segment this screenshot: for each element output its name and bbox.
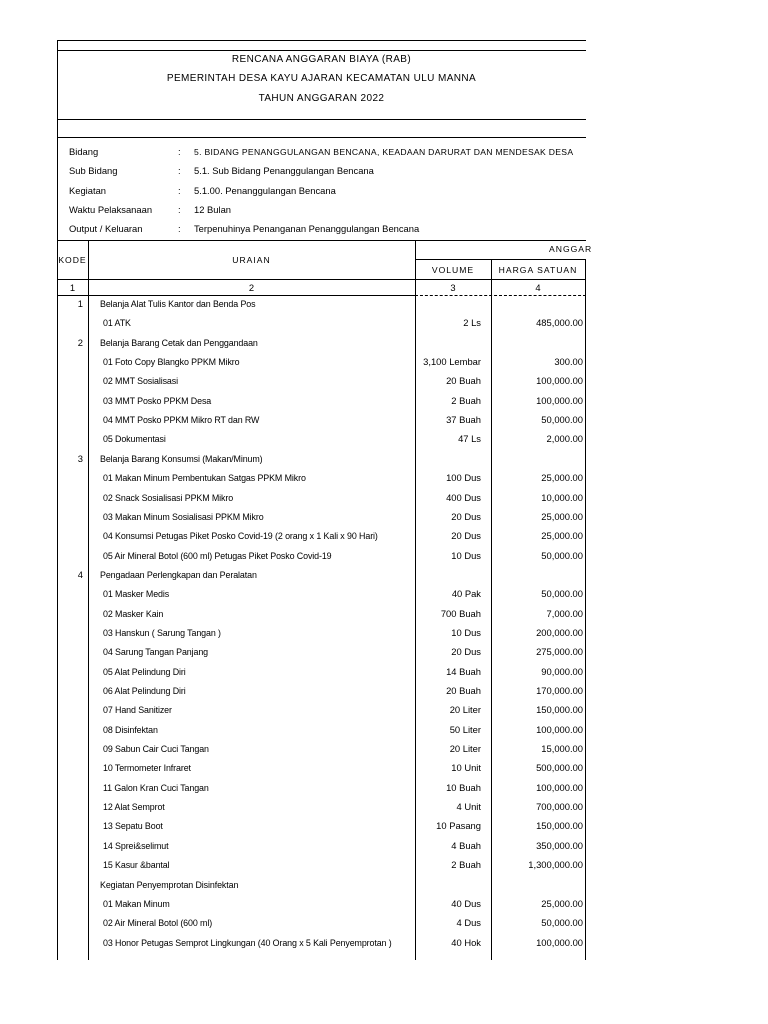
info-value: Terpenuhinya Penanganan Penanggulangan Bencana [194, 223, 420, 235]
row-volume: 10 Pasang [436, 820, 481, 832]
row-volume: 4 Unit [456, 801, 481, 813]
row-volume: 10 Dus [451, 626, 481, 638]
row-uraian: 03 Makan Minum Sosialisasi PPKM Mikro [103, 511, 264, 522]
row-uraian: 02 Masker Kain [103, 608, 164, 619]
row-volume: 10 Buah [446, 781, 481, 793]
row-harga: 2,000.00 [546, 433, 583, 445]
row-volume: 10 Dus [451, 549, 481, 561]
header-bottom-line [57, 279, 586, 280]
row-volume: 20 Dus [451, 646, 481, 658]
row-harga: 90,000.00 [541, 665, 583, 677]
row-harga: 50,000.00 [541, 588, 583, 600]
row-harga: 25,000.00 [541, 897, 583, 909]
doc-subtitle: PEMERINTAH DESA KAYU AJARAN KECAMATAN ULU MANNA [166, 73, 477, 84]
header-kode: KODE [58, 255, 87, 265]
row-volume: 50 Liter [449, 723, 481, 735]
row-uraian: 11 Galon Kran Cuci Tangan [103, 782, 209, 793]
info-label: Waktu Pelaksanaan [69, 203, 153, 215]
row-uraian: 09 Sabun Cair Cuci Tangan [103, 744, 209, 755]
row-uraian: 02 MMT Sosialisasi [103, 376, 178, 387]
row-volume: 47 Ls [458, 433, 481, 445]
table-top-line [57, 240, 586, 241]
top-border-line [57, 40, 586, 41]
row-volume: 2 Buah [451, 394, 481, 406]
row-harga: 50,000.00 [541, 917, 583, 929]
info-separator: : [178, 203, 181, 215]
row-uraian: Belanja Barang Konsumsi (Makan/Minum) [100, 453, 263, 464]
row-kode: 2 [77, 336, 83, 348]
row-harga: 100,000.00 [536, 375, 583, 387]
row-uraian: 03 Honor Petugas Semprot Lingkungan (40 Orang x 5 Kali Penyemprotan ) [103, 937, 392, 948]
col-number-kode: 1 [69, 282, 76, 293]
header-volume: VOLUME [431, 265, 475, 275]
row-volume: 20 Liter [449, 704, 481, 716]
row-harga: 10,000.00 [541, 491, 583, 503]
row-uraian: 03 Hanskun ( Sarung Tangan ) [103, 627, 221, 638]
row-volume: 400 Dus [446, 491, 481, 503]
info-label: Sub Bidang [69, 165, 118, 177]
row-kode: 1 [77, 298, 83, 309]
row-volume: 4 Buah [451, 839, 481, 851]
row-volume: 14 Buah [446, 665, 481, 677]
row-harga: 100,000.00 [536, 723, 583, 735]
row-uraian: 15 Kasur &bantal [103, 860, 170, 871]
row-uraian: 01 Makan Minum Pembentukan Satgas PPKM Mikro [103, 473, 306, 484]
row-uraian: 05 Dokumentasi [103, 434, 166, 445]
row-harga: 700,000.00 [536, 801, 583, 813]
row-volume: 4 Dus [456, 917, 481, 929]
doc-year: TAHUN ANGGARAN 2022 [258, 93, 385, 104]
row-volume: 2 Buah [451, 859, 481, 871]
anggaran-sub-line [415, 259, 586, 260]
row-uraian: 02 Snack Sosialisasi PPKM Mikro [103, 492, 234, 503]
row-kode: 3 [77, 452, 83, 464]
row-harga: 500,000.00 [536, 762, 583, 774]
row-uraian: 05 Alat Pelindung Diri [103, 666, 186, 677]
row-harga: 25,000.00 [541, 510, 583, 522]
info-label: Bidang [69, 146, 99, 157]
title-bottom-line [57, 119, 586, 120]
row-volume: 20 Buah [446, 375, 481, 387]
row-uraian: Belanja Barang Cetak dan Penggandaan [100, 337, 258, 348]
row-uraian: 04 Sarung Tangan Panjang [103, 647, 209, 658]
row-harga: 50,000.00 [541, 414, 583, 426]
info-value: 5.1. Sub Bidang Penanggulangan Bencana [194, 165, 374, 177]
row-harga: 1,300,000.00 [528, 859, 583, 871]
info-value: 12 Bulan [194, 203, 232, 215]
col-number-volume: 3 [450, 282, 456, 293]
row-harga: 150,000.00 [536, 704, 583, 716]
number-row-dashed-line [415, 295, 586, 296]
row-uraian: 06 Alat Pelindung Diri [103, 686, 186, 696]
kode-col-line [88, 240, 89, 960]
row-volume: 20 Liter [449, 743, 481, 755]
harga-col-line [585, 259, 586, 960]
row-volume: 10 Unit [451, 762, 481, 774]
row-harga: 7,000.00 [546, 607, 583, 619]
row-kode: 4 [77, 568, 83, 580]
info-value: 5.1.00. Penanggulangan Bencana [194, 184, 336, 196]
row-harga: 275,000.00 [536, 646, 583, 658]
row-harga: 25,000.00 [541, 530, 583, 542]
row-harga: 100,000.00 [536, 781, 583, 793]
row-harga: 100,000.00 [536, 394, 583, 406]
row-uraian: 05 Air Mineral Botol (600 ml) Petugas Piket Posko Covid-19 [103, 550, 332, 561]
row-uraian: Kegiatan Penyemprotan Disinfektan [100, 879, 239, 890]
row-volume: 37 Buah [446, 414, 481, 426]
row-uraian: Belanja Alat Tulis Kantor dan Benda Pos [100, 299, 256, 309]
row-uraian: 01 ATK [103, 318, 131, 329]
row-harga: 150,000.00 [536, 820, 583, 832]
row-uraian: 14 Sprei&selimut [103, 840, 169, 851]
header-anggaran: ANGGAR [549, 244, 593, 254]
row-harga: 170,000.00 [536, 685, 583, 696]
info-top-line [57, 137, 586, 138]
row-uraian: Pengadaan Perlengkapan dan Peralatan [100, 569, 257, 580]
info-value: 5. BIDANG PENANGGULANGAN BENCANA, KEADAAN DARURAT DAN MENDESAK DESA [194, 147, 574, 157]
row-volume: 40 Hok [451, 936, 481, 948]
row-uraian: 04 MMT Posko PPKM Mikro RT dan RW [103, 415, 260, 426]
col-number-uraian: 2 [248, 282, 255, 293]
row-harga: 50,000.00 [541, 549, 583, 561]
row-volume: 100 Dus [446, 472, 481, 484]
header-harga-satuan: HARGA SATUAN [498, 265, 578, 275]
row-volume: 40 Pak [451, 588, 481, 600]
header-uraian: URAIAN [232, 255, 271, 265]
row-harga: 300.00 [554, 356, 583, 368]
row-uraian: 03 MMT Posko PPKM Desa [103, 395, 212, 406]
info-label: Kegiatan [69, 184, 107, 196]
row-volume: 2 Ls [463, 317, 481, 329]
row-volume: 40 Dus [451, 897, 481, 909]
info-label: Output / Keluaran [69, 223, 143, 235]
left-border-line [57, 40, 58, 960]
info-separator: : [178, 184, 181, 196]
row-uraian: 12 Alat Semprot [103, 802, 165, 813]
row-harga: 15,000.00 [541, 743, 583, 755]
info-separator: : [178, 146, 181, 157]
row-harga: 200,000.00 [536, 626, 583, 638]
number-row-line [57, 295, 415, 296]
row-uraian: 08 Disinfektan [103, 724, 158, 735]
col-number-harga: 4 [535, 282, 541, 293]
row-uraian: 04 Konsumsi Petugas Piket Posko Covid-19 (2 orang x 1 Kali x 90 Hari) [103, 531, 378, 542]
row-volume: 20 Dus [451, 530, 481, 542]
row-volume: 700 Buah [440, 607, 481, 619]
row-volume: 20 Buah [446, 685, 481, 696]
info-separator: : [178, 165, 181, 177]
info-separator: : [178, 223, 181, 235]
row-uraian: 01 Makan Minum [103, 898, 170, 909]
doc-title: RENCANA ANGGARAN BIAYA (RAB) [231, 54, 412, 65]
row-harga: 25,000.00 [541, 472, 583, 484]
row-uraian: 13 Sepatu Boot [103, 821, 163, 832]
row-volume: 3,100 Lembar [423, 356, 481, 368]
row-volume: 20 Dus [451, 510, 481, 522]
title-top-line [57, 50, 586, 51]
row-harga: 100,000.00 [536, 936, 583, 948]
row-harga: 350,000.00 [536, 839, 583, 851]
row-uraian: 02 Air Mineral Botol (600 ml) [103, 918, 213, 929]
row-uraian: 10 Termometer Infraret [103, 763, 191, 774]
row-harga: 485,000.00 [536, 317, 583, 329]
rab-sheet [57, 40, 593, 960]
row-uraian: 07 Hand Sanitizer [103, 705, 172, 716]
row-uraian: 01 Masker Medis [103, 589, 170, 600]
row-uraian: 01 Foto Copy Blangko PPKM Mikro [103, 357, 240, 368]
